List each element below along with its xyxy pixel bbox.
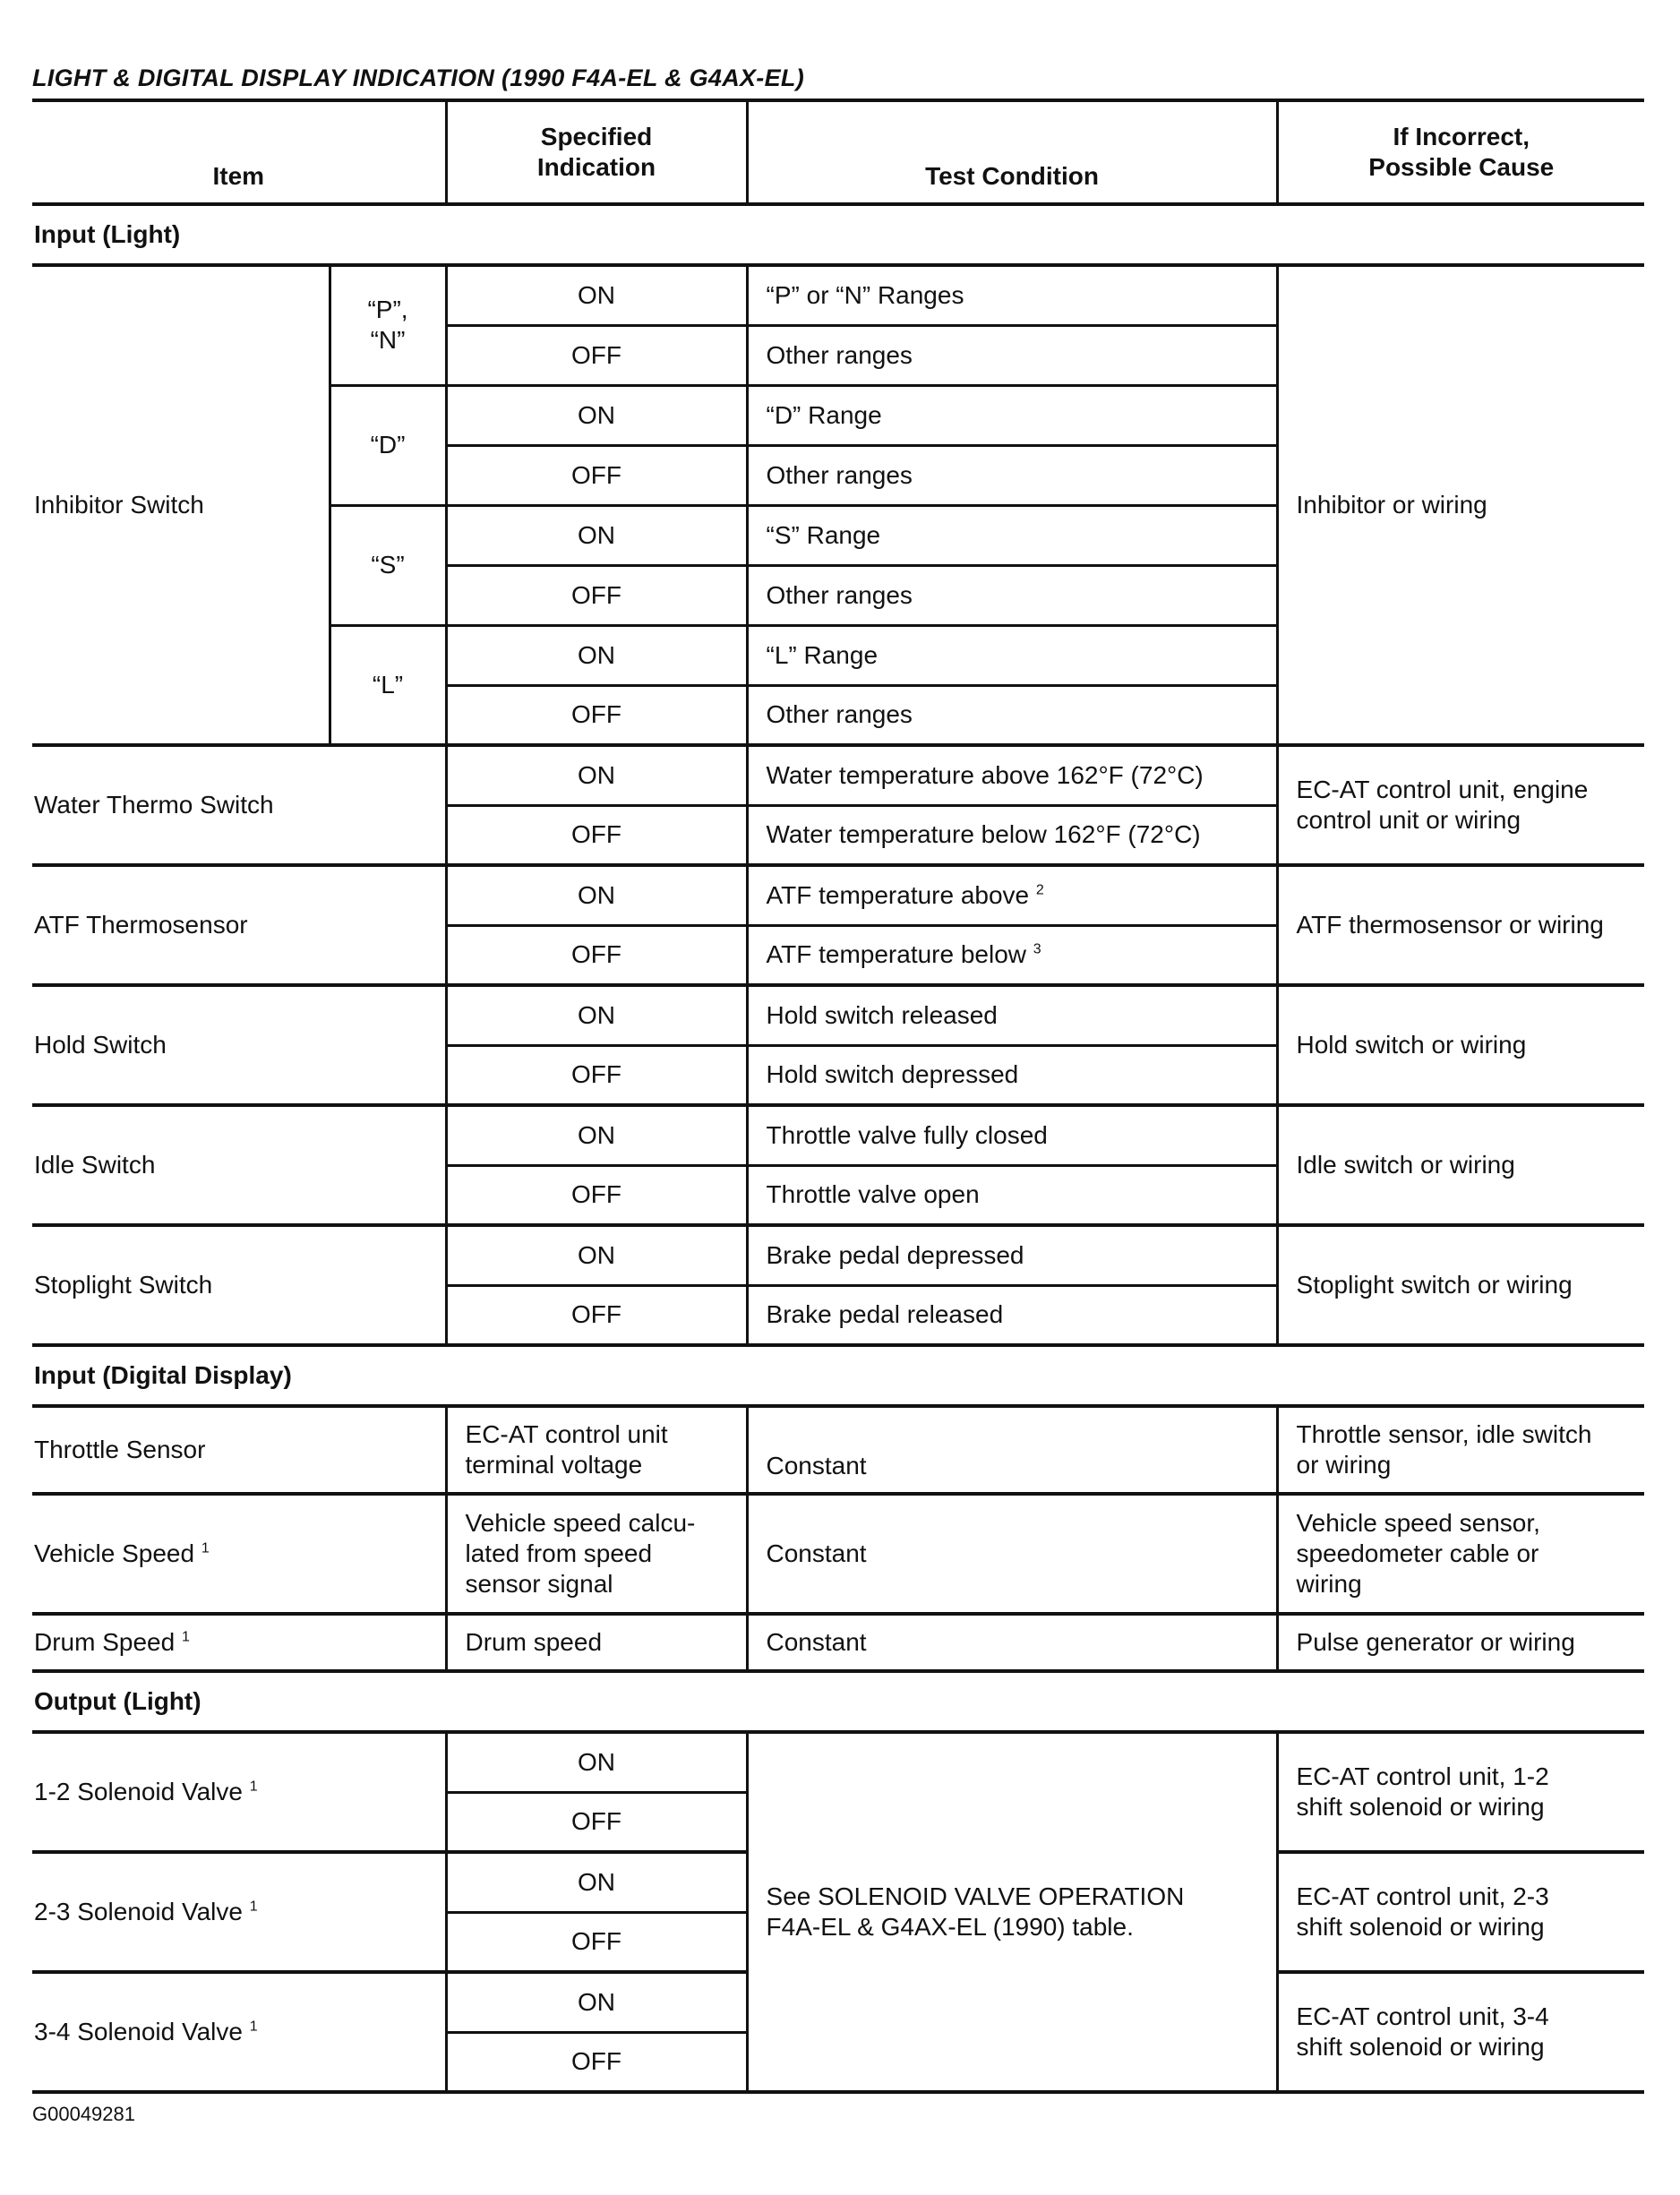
item-inhibitor: Inhibitor Switch — [32, 265, 330, 745]
table-row — [32, 1406, 1644, 1494]
indication-on: ON — [446, 1105, 747, 1165]
item-text: Drum Speed — [34, 1628, 176, 1656]
indication-off: OFF — [446, 445, 747, 505]
condition: Other ranges — [747, 565, 1277, 625]
indication-table — [32, 99, 1644, 2094]
section-row — [32, 1671, 1644, 1732]
condition: “S” Range — [747, 505, 1277, 565]
indication-on: ON — [446, 1972, 747, 2032]
condition — [747, 925, 1277, 985]
cause-throttle: Throttle sensor, idle switch or wiring — [1277, 1406, 1644, 1494]
table-row — [32, 1494, 1644, 1614]
footnote-mark: 1 — [181, 1629, 190, 1645]
item-throttle-sensor: Throttle Sensor — [32, 1406, 446, 1494]
condition: Other ranges — [747, 685, 1277, 745]
indication-off: OFF — [446, 1285, 747, 1345]
cause-drum-speed: Pulse generator or wiring — [1277, 1614, 1644, 1671]
condition-text: ATF temperature above — [766, 880, 1030, 909]
indication-off: OFF — [446, 685, 747, 745]
cause-idle: Idle switch or wiring — [1277, 1105, 1644, 1225]
indication-off: OFF — [446, 925, 747, 985]
condition-text: ATF temperature below — [766, 940, 1027, 969]
indication-on: ON — [446, 865, 747, 925]
header-row — [32, 100, 1644, 204]
indication-on: ON — [446, 745, 747, 805]
indication-off: OFF — [446, 805, 747, 865]
item-idle-switch: Idle Switch — [32, 1105, 446, 1225]
item-solenoid-1-2 — [32, 1732, 446, 1852]
indication-off: OFF — [446, 1045, 747, 1105]
header-cause: If Incorrect, Possible Cause — [1277, 100, 1644, 204]
range-l: “L” — [330, 625, 446, 745]
indication-on: ON — [446, 625, 747, 685]
footnote-mark: 1 — [201, 1540, 210, 1556]
cause-water-thermo: EC-AT control unit, engine control unit or wiring — [1277, 745, 1644, 865]
cause-solenoid-2-3: EC-AT control unit, 2-3 shift solenoid or wiring — [1277, 1852, 1644, 1972]
indication-on: ON — [446, 505, 747, 565]
table-row — [32, 1225, 1644, 1285]
cause-stoplight: Stoplight switch or wiring — [1277, 1225, 1644, 1345]
item-atf-thermosensor: ATF Thermosensor — [32, 865, 446, 985]
footnote-mark: 1 — [249, 1779, 258, 1795]
item-text: 2-3 Solenoid Valve — [34, 1898, 243, 1925]
indication-on: ON — [446, 385, 747, 445]
section-output-light: Output (Light) — [32, 1671, 1644, 1732]
cause-solenoid-3-4: EC-AT control unit, 3-4 shift solenoid or wiring — [1277, 1972, 1644, 2092]
range-s: “S” — [330, 505, 446, 625]
cause-hold: Hold switch or wiring — [1277, 985, 1644, 1105]
item-solenoid-2-3 — [32, 1852, 446, 1972]
cause-vehicle-speed: Vehicle speed sensor, speedometer cable or wiring — [1277, 1494, 1644, 1614]
condition: Brake pedal released — [747, 1285, 1277, 1345]
condition: Water temperature above 162°F (72°C) — [747, 745, 1277, 805]
cause-solenoid-1-2: EC-AT control unit, 1-2 shift solenoid or wiring — [1277, 1732, 1644, 1852]
section-row — [32, 1345, 1644, 1406]
condition — [747, 865, 1277, 925]
condition: Water temperature below 162°F (72°C) — [747, 805, 1277, 865]
section-row — [32, 204, 1644, 265]
item-hold-switch: Hold Switch — [32, 985, 446, 1105]
table-row — [32, 1732, 1644, 1792]
table-row — [32, 985, 1644, 1045]
table-row — [32, 745, 1644, 805]
item-vehicle-speed — [32, 1494, 446, 1614]
indication: Vehicle speed calcu- lated from speed sensor signal — [446, 1494, 747, 1614]
section-input-digital: Input (Digital Display) — [32, 1345, 1644, 1406]
range-pn: “P”, “N” — [330, 265, 446, 385]
item-text: 3-4 Solenoid Valve — [34, 2018, 243, 2045]
figure-id: G00049281 — [32, 2103, 135, 2125]
header-item: Item — [32, 100, 446, 204]
indication: EC-AT control unit terminal voltage — [446, 1406, 747, 1494]
condition: Brake pedal depressed — [747, 1225, 1277, 1285]
item-text: 1-2 Solenoid Valve — [34, 1778, 243, 1805]
condition: Other ranges — [747, 325, 1277, 385]
item-solenoid-3-4 — [32, 1972, 446, 2092]
table-row — [32, 1105, 1644, 1165]
item-stoplight-switch: Stoplight Switch — [32, 1225, 446, 1345]
header-test: Test Condition — [747, 100, 1277, 204]
condition-solenoid: See SOLENOID VALVE OPERATION F4A-EL & G4AX-EL (1990) table. — [747, 1732, 1277, 2092]
table-row — [32, 865, 1644, 925]
indication-on: ON — [446, 1225, 747, 1285]
indication-on: ON — [446, 1732, 747, 1792]
table-row — [32, 265, 1644, 325]
condition: “D” Range — [747, 385, 1277, 445]
indication-off: OFF — [446, 565, 747, 625]
condition: Constant — [747, 1406, 1277, 1494]
item-drum-speed — [32, 1614, 446, 1671]
condition: Hold switch depressed — [747, 1045, 1277, 1105]
indication: Drum speed — [446, 1614, 747, 1671]
range-d: “D” — [330, 385, 446, 505]
cause-atf: ATF thermosensor or wiring — [1277, 865, 1644, 985]
section-input-light: Input (Light) — [32, 204, 1644, 265]
footnote-mark: 2 — [1035, 882, 1044, 898]
condition: Constant — [747, 1494, 1277, 1614]
header-specified: Specified Indication — [446, 100, 747, 204]
page-title: LIGHT & DIGITAL DISPLAY INDICATION (1990 F4A-EL & G4AX-EL) — [32, 64, 804, 91]
indication-on: ON — [446, 265, 747, 325]
indication-off: OFF — [446, 325, 747, 385]
item-water-thermo: Water Thermo Switch — [32, 745, 446, 865]
condition: Hold switch released — [747, 985, 1277, 1045]
condition: “L” Range — [747, 625, 1277, 685]
condition: Throttle valve fully closed — [747, 1105, 1277, 1165]
footnote-mark: 1 — [249, 2019, 258, 2035]
indication-on: ON — [446, 1852, 747, 1912]
indication-off: OFF — [446, 1792, 747, 1852]
indication-off: OFF — [446, 2032, 747, 2092]
condition: “P” or “N” Ranges — [747, 265, 1277, 325]
item-text: Vehicle Speed — [34, 1539, 195, 1567]
footnote-mark: 3 — [1033, 941, 1041, 957]
indication-off: OFF — [446, 1912, 747, 1972]
condition: Other ranges — [747, 445, 1277, 505]
cause-inhibitor: Inhibitor or wiring — [1277, 265, 1644, 745]
indication-on: ON — [446, 985, 747, 1045]
indication-off: OFF — [446, 1165, 747, 1225]
condition: Throttle valve open — [747, 1165, 1277, 1225]
footnote-mark: 1 — [249, 1899, 258, 1915]
condition: Constant — [747, 1614, 1277, 1671]
table-row — [32, 1614, 1644, 1671]
